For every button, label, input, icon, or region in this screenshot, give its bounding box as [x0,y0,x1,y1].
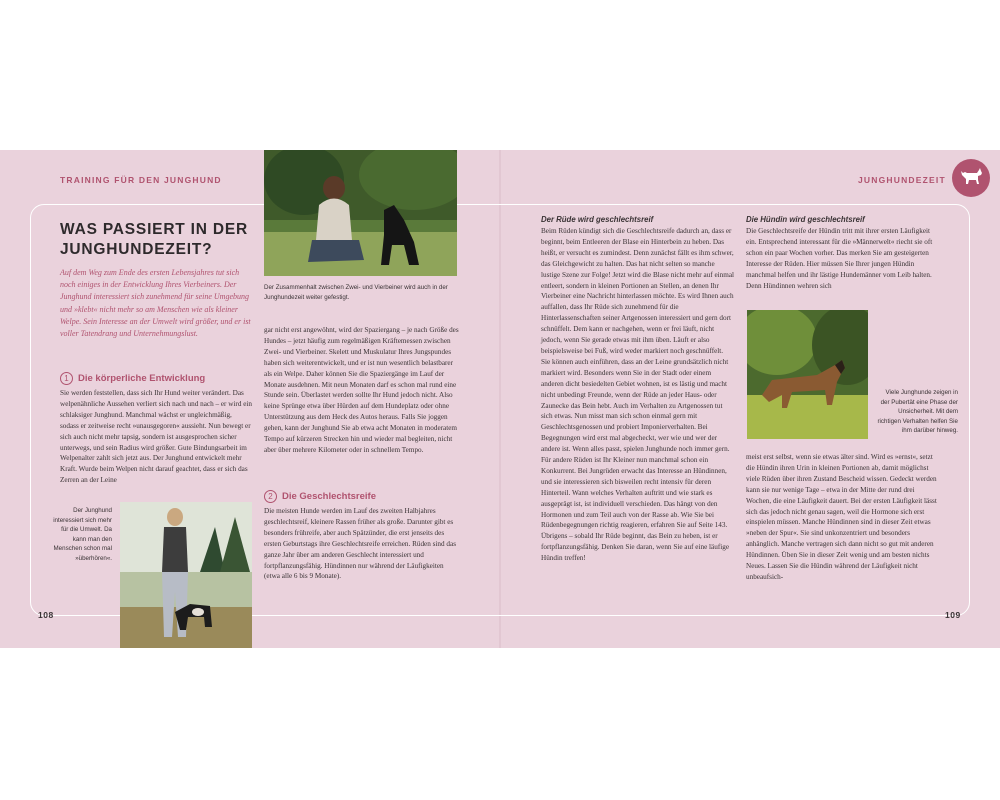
section-text-1: Sie werden feststellen, dass sich Ihr Hund weiter verändert. Das welpenähnliche Aussehen verliert sich nach und nach – er wird ein schlaksiger Junghund. Manchmal wächst er ungleichmäßig, sodass er zeitweise recht »unausgegoren« aussieht. Nun bewegt er sich auch nicht mehr tapsig, sondern ist ausgesprochen sicher unterwegs, und sein Radius wird größer. Gute Bindungsarbeit im Welpenalter zahlt sich jetzt aus. Der Junghund entwickelt mehr Kraft. Wurde beim Welpen nicht darauf geachtet, dass er sich das Zerren an der Leine [60,389,252,485]
photo-young-dog-in-grass [747,310,868,439]
intro-text: Auf dem Weg zum Ende des ersten Lebensjahres tut sich noch einiges in der Entwicklung Ihres Vierbeiners. Der Junghund interessiert sich zunehmend für seine Umgebung und »klebt« nicht mehr so am Menschen wie als kleiner Welpe. Sein Interesse an der Umwelt wird größer, und er ist voller Tatendrang und Unternehmungslust. [60,268,251,339]
column-2-text: gar nicht erst angewöhnt, wird der Spaziergang – je nach Größe des Hundes – jetzt häufig zum regelmäßigen Kräftemessen zwischen Zwei- und Vierbeiner. Skelett und Muskulatur Ihres Jungspundes haben sich weiterentwickelt, und er ist nun wesentlich belastbarer als ein Welpe. Daher können Sie die Spaziergänge im Lauf der Monate ausdehnen. Mit neun Monaten darf es schon mal rund eine Stunde sein. Überlastet werden sollte Ihr Hund jedoch nicht. Also keine Sprünge etwa über Hürden auf dem Hundeplatz oder ohne Unterstützung aus dem Heck des Autos heraus. Falls Sie joggen gehen, kann der Junghund Sie ab etwa acht Monaten in moderatem Tempo auf kürzeren Strecken hin und wieder mal begleiten, nicht aber über mehrere Kilometer oder in schnellem Tempo. [264,326,459,454]
section-heading-2 [264,490,376,503]
text-rude: Beim Rüden kündigt sich die Geschlechtsreife dadurch an, dass er beginnt, beim Entleeren der Blase ein Hinterbein zu heben. Das heißt, er versucht es zumindest. Denn zunächst fällt es ihm schwer, das Gleichgewicht zu halten. Das hat nicht selten so manche lustige Szene zur Folge! Jetzt wird die Blase nicht mehr auf einmal entleert, sondern in kleinen Portionen an Stellen, an denen Ihr Vierbeiner eine Nachricht hinterlassen möchte. Es wird Ihnen auch auffallen, dass Ihr Rüde sich zunehmend für die Hinterlassenschaften seiner Artgenossen interessiert und gern dort schnüffelt. Dem kann er nachgehen, wenn er frei läuft, nicht jedoch, wenn Sie gerade etwas mit ihm üben. Läuft er also beispielsweise bei Fuß, wird weder markiert noch geschnüffelt. Sie können auch einführen, dass an der Leine grundsätzlich nicht markiert wird. Besonders wenn Sie in der Stadt oder einem anderen dicht besiedelten Gebiet wohnen, ist es lästig und macht nicht unbedingt Freunde, wenn der Rüde an jeder Haus- oder Zaunecke das Bein hebt. Auch im Verhalten zu Artgenossen tut sich etwas. Nun misst man sich schon einmal gern mit Geschlechtsgenossen und probiert Imponierverhalten. Bei Begegnungen wird erst mal abgecheckt, wer wie und wer der andere ist. Wenn alles passt, spielen Junghunde noch immer gern. Für andere Rüden ist Ihr Kleiner nun manchmal schon ein Konkurrent. Bei Jungrüden erwacht das Interesse an Hündinnen, und sie interessieren sich bisweilen recht intensiv für deren Hinterteil. Wann welches Verhalten auftritt und wie stark es ausgeprägt ist, ist individuell verschieden. Das hängt von den Hormonen und zum Teil auch von der Rasse ab. Wie Sie bei Rüdenbegegnungen richtig reagieren, erfahren Sie auf Seite 143. Übrigens – sobald Ihr Rüde beginnt, das Bein zu heben, ist er fortpflanzungsfähig. Denken Sie daran, wenn Sie auf eine läufige Hündin treffen! [541,227,735,563]
dog-badge [952,159,990,197]
text-huendin-bottom: meist erst selbst, wenn sie etwas älter sind. Wird es »ernst«, setzt die Hündin ihren Urin in kleinen Portionen ab, damit möglichst viele Rüden über ihren Zustand Bescheid wissen. Gedeckt werden kann sie nur wenige Tage – etwa in der Mitte der rund drei Wochen, die eine Läufigkeit dauert. Bei der ersten Läufigkeit lässt sich das jedoch nicht genau sagen, weil die Hormone sich erst einspielen müssen. Manche Hündinnen sind in dieser Zeit etwas »neben der Spur«. Sie sind unkonzentriert und besonders anhänglich. Manche vertragen sich dann nicht so gut mit anderen Hündinnen. Üben Sie in dieser Zeit wenig und am besten nichts Neues. Lassen Sie die Hündin während der Läufigkeit nicht unbeaufsich- [746,453,937,581]
column-huendin [746,215,940,291]
running-head-right: JUNGHUNDEZEIT [858,175,946,185]
section-text-2: Die meisten Hunde werden im Lauf des zweiten Halbjahres geschlechtsreif, kleinere Rassen früher als große. Darunter gibt es besonders frühreife, aber auch Spätzünder, die erst jenseits des ersten Geburtstags ihre Geschlechtsreife erreichen. Rüden sind das ganze Jahr über am anderen Geschlecht interessiert und fortpflanzungsfähig. Hündinnen nur während der Läufigkeiten (etwa alle 6 bis 9 Monate). [264,507,456,581]
subhead-huendin: Die Hündin wird geschlechtsreif [746,215,865,224]
caption-bottom-photo: Der Junghund interessiert sich mehr für die Umwelt. Da kann man den Menschen schon mal »überhören«. [53,507,112,562]
section-title-1: Die körperliche Entwicklung [78,373,206,384]
running-head-left: TRAINING FÜR DEN JUNGHUND [60,175,222,185]
subhead-rude: Der Rüde wird geschlechtsreif [541,215,654,224]
photo-woman-kneeling-with-dog [264,150,457,276]
page-number-right: 109 [945,610,961,620]
section-heading-1 [60,372,205,385]
dog-icon [959,166,983,191]
column-rude [541,215,734,564]
caption-right-photo: Viele Junghunde zeigen in der Pubertät eine Phase der Unsicherheit. Mit dem richtigen Verhalten helfen Sie ihm darüber hinweg. [877,389,958,434]
page-title: WAS PASSIERT IN DER JUNGHUNDEZEIT? [60,221,249,258]
section-number-1: 1 [60,372,73,385]
book-spread [0,150,1000,648]
page-number-left: 108 [38,610,54,620]
section-number-2: 2 [264,490,277,503]
section-title-2: Die Geschlechtsreife [282,491,376,502]
caption-top-photo: Der Zusammenhalt zwischen Zwei- und Vierbeiner wird auch in der Junghundezeit weiter gefestigt. [264,284,448,301]
text-huendin-top: Die Geschlechtsreife der Hündin tritt mit ihrer ersten Läufigkeit ein. Entsprechend interessant für die »Männerwelt« riecht sie oft schon ein paar Wochen vorher. Das merken Sie am gesteigerten Interesse der Rüden. Hier müssen Sie Ihrer jungen Hündin manchmal helfen und ihr lästige Hundemänner vom Leib halten. Denn Hündinnen wehren sich [746,227,933,290]
photo-woman-walking-with-dog [120,502,252,648]
